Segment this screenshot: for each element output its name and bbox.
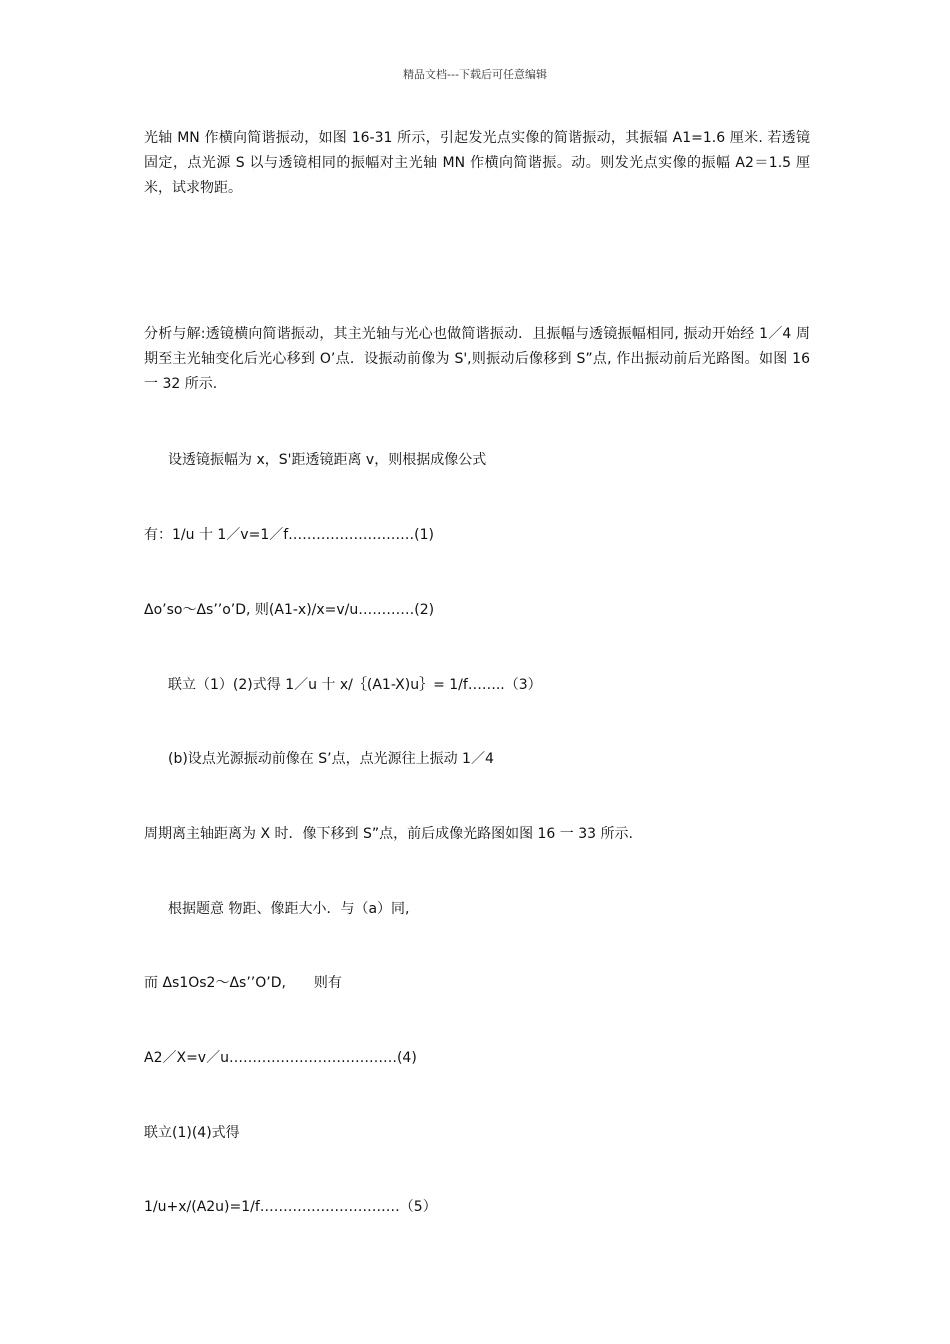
- combine-line: 联立(1)(4)式得: [144, 1125, 240, 1141]
- similar-triangles-line: 而 Δs1Os2～Δs’’O’D, 则有: [144, 975, 342, 991]
- condition-line: 根据题意 物距、像距大小．与（a）同,: [168, 901, 410, 917]
- part-b-intro-line: (b)设点光源振动前像在 S’点，点光源往上振动 1／4: [168, 751, 494, 767]
- part-b-continuation-line: 周期离主轴距离为 X 时．像下移到 S”点，前后成像光路图如图 16 一 33 所示.: [144, 826, 633, 842]
- page-header: 精品文档---下载后可任意编辑: [403, 68, 547, 81]
- equation-5-line: 1/u+x/(A2u)=1/f…………………………（5）: [144, 1199, 437, 1215]
- formula-intro-line: 设透镜振幅为 x，S'距透镜距离 v，则根据成像公式: [168, 452, 487, 468]
- equation-1-line: 有：1/u 十 1／v=1／f………………………(1): [144, 527, 434, 543]
- equation-4-line: A2／X=v／u………………………………(4): [144, 1050, 417, 1066]
- equation-2-line: Δo’so～Δs’’o’D, 则(A1-x)/x=v/u…………(2): [144, 602, 435, 618]
- problem-statement: 光轴 MN 作横向简谐振动，如图 16-31 所示，引起发光点实像的简谐振动，其振辐 A1=1.6 厘米. 若透镜固定，点光源 S 以与透镜相同的振幅对主光轴 MN 作横向简谐振。动。则发光点实像的振幅 A2＝1.5 厘米，试求物距。: [144, 130, 810, 196]
- analysis-paragraph: 分析与解:透镜横向简谐振动，其主光轴与光心也做简谐振动．且振幅与透镜振幅相同, 振动开始经 1／4 周期至主光轴变化后光心移到 O’点．设振动前像为 S',则振动后像移到 S”点, 作出振动前后光路图。如图 16 一 32 所示.: [144, 326, 810, 392]
- equation-3-line: 联立（1）(2)式得 1／u 十 x/｛(A1-X)u｝= 1/f……..（3）: [168, 677, 542, 693]
